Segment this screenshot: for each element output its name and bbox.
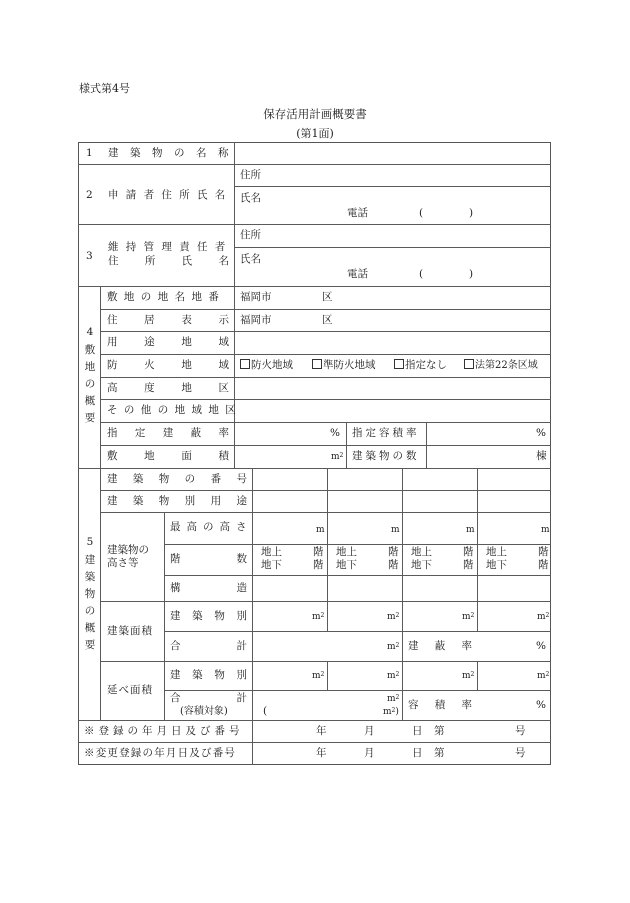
row-label-kenpei: 指 定 建 蔽 率 (107, 427, 229, 439)
building-number-field[interactable] (254, 469, 326, 489)
change-registration-field[interactable] (254, 743, 550, 764)
paren-open: ( (419, 268, 424, 280)
jukyo-city: 福岡市 (240, 314, 272, 326)
row-label-kenpei-ritsu: 建 蔽 率 (408, 640, 472, 652)
divider (327, 661, 328, 690)
nobe-total-unit: $m^2$ (387, 694, 400, 704)
vchar: の (84, 605, 96, 617)
floors-above-label: 地上 (261, 546, 282, 558)
structure-field[interactable] (404, 576, 476, 600)
row-label-kenchiku-total: 合 計 (170, 640, 247, 652)
row-label-jukyo: 住 居 表 示 (107, 314, 229, 326)
area-unit: $m^2$ (462, 671, 475, 681)
max-height-unit: m (541, 525, 550, 535)
form-number: 様式第4号 (79, 82, 130, 95)
area-unit: $m^2$ (537, 671, 550, 681)
applicant-name-field[interactable] (266, 187, 550, 207)
paren-open: ( (419, 207, 424, 219)
reg-year: 年 (316, 725, 327, 737)
yoseki-ritsu-field[interactable] (479, 691, 539, 719)
vchar: 概 (84, 622, 96, 634)
row-label-kodo: 高 度 地 区 (107, 382, 229, 394)
floor-unit: 階 (538, 546, 549, 558)
floors-below-label: 地下 (486, 559, 507, 571)
section2-label: 申請者住所氏名 (108, 189, 233, 201)
divider (426, 422, 427, 468)
divider (252, 720, 253, 765)
chiban-ward: 区 (322, 291, 333, 303)
nobe-total-sub: (容積対象) (180, 706, 228, 717)
row-label-building-count: 建築物の数 (352, 450, 420, 462)
building-use-field[interactable] (404, 491, 476, 511)
group-label-nobe: 延べ面積 (107, 684, 153, 696)
reg-dai: 第 (434, 725, 445, 737)
building-use-field[interactable] (254, 491, 326, 511)
chg-dai: 第 (434, 747, 445, 759)
manager-phone-label: 電話 (347, 268, 368, 280)
group-label-kenchiku: 建築面積 (107, 625, 153, 637)
section5-num: 5 (86, 536, 94, 548)
divider (477, 661, 478, 690)
vchar: 要 (84, 412, 96, 424)
floor-unit: 階 (388, 559, 399, 571)
reg-go: 号 (515, 725, 526, 737)
kenpei-ritsu-field[interactable] (479, 632, 539, 660)
row-label-sonota: その他の地域地区 (107, 404, 243, 416)
section3-num: 3 (86, 250, 93, 262)
section4-num: 4 (86, 326, 94, 338)
vchar: 物 (84, 588, 96, 600)
row-label-bango: 建 築 物 の 番 号 (107, 473, 247, 485)
row-label-kozo: 構 造 (170, 582, 247, 594)
boka-option-4[interactable] (464, 359, 538, 372)
chg-day: 日 (412, 747, 423, 759)
floors-field[interactable] (287, 545, 311, 573)
vchar: 概 (84, 395, 96, 407)
vchar: 地 (84, 361, 96, 373)
nobe-total-field[interactable] (254, 691, 400, 719)
vchar: 敷 (84, 344, 96, 356)
registration-field[interactable] (254, 721, 550, 741)
jukyo-ward: 区 (322, 314, 333, 326)
building-count-field[interactable] (428, 446, 528, 467)
checkbox[interactable] (464, 359, 474, 369)
floors-below-label: 地下 (336, 559, 357, 571)
kenpei-unit: % (330, 427, 340, 439)
chg-month: 月 (364, 747, 375, 759)
max-height-unit: m (316, 525, 325, 535)
building-number-field[interactable] (479, 469, 551, 489)
option-label: 法第22条区域 (475, 360, 538, 371)
manager-name-field[interactable] (266, 248, 550, 268)
kenchiku-total-field[interactable] (254, 632, 400, 660)
floors-above-label: 地上 (486, 546, 507, 558)
section3-label-line1: 維持管理責任者 (108, 241, 233, 253)
jukyo-field[interactable] (338, 310, 550, 330)
area-unit: $m^2$ (312, 612, 325, 622)
row-label-chiban: 敷地の地名地番 (107, 291, 226, 303)
yoseki-unit: % (536, 427, 546, 439)
boka-option-3[interactable] (394, 359, 447, 372)
kenchiku-total-unit: $m^2$ (387, 642, 400, 652)
applicant-name-label: 氏名 (240, 192, 261, 204)
building-use-field[interactable] (329, 491, 401, 511)
manager-address-label: 住所 (240, 229, 261, 241)
checkbox[interactable] (394, 359, 404, 369)
divider (477, 468, 478, 631)
yoseki-ritsu-unit: % (536, 699, 546, 711)
structure-field[interactable] (254, 576, 326, 600)
option-label: 指定なし (405, 359, 447, 371)
floors-field[interactable] (512, 545, 536, 573)
reg-month: 月 (364, 725, 375, 737)
section1-label (108, 147, 240, 160)
vchar: 建 (84, 554, 96, 566)
floor-unit: 階 (538, 559, 549, 571)
boka-option-1[interactable] (240, 359, 293, 372)
applicant-address-field[interactable] (266, 165, 550, 185)
max-height-unit: m (466, 525, 475, 535)
change-registration-label: ※変更登録の年月日及び番号 (84, 747, 237, 759)
boka-option-2[interactable] (312, 359, 376, 372)
menseki-unit: $m^2$ (331, 452, 344, 462)
floor-unit: 階 (463, 546, 474, 558)
section1-label-text: 建築物の名称 (108, 147, 240, 159)
reg-day: 日 (412, 725, 423, 737)
vchar: の (84, 378, 96, 390)
building-name-field[interactable] (236, 143, 550, 163)
vchar: 築 (84, 571, 96, 583)
applicant-address-label: 住所 (240, 169, 261, 181)
area-unit: $m^2$ (387, 671, 400, 681)
row-label-betsu-yoto: 建 築 物 別 用 途 (107, 495, 247, 507)
divider (346, 422, 347, 468)
page-subtitle: (第1面) (296, 127, 334, 140)
area-unit: $m^2$ (387, 612, 400, 622)
section1-num: 1 (86, 147, 93, 159)
floor-unit: 階 (313, 546, 324, 558)
max-height-unit: m (391, 525, 400, 535)
divider (327, 468, 328, 631)
paren-close: ) (469, 268, 474, 280)
manager-phone-area-field[interactable] (375, 267, 415, 283)
divider (100, 354, 551, 355)
applicant-phone-label: 電話 (347, 207, 368, 219)
sonota-field[interactable] (236, 400, 550, 421)
chg-year: 年 (316, 747, 327, 759)
floors-field[interactable] (362, 545, 386, 573)
registration-label: ※登録の年月日及び番号 (84, 725, 244, 737)
floor-unit: 階 (313, 559, 324, 571)
area-unit: $m^2$ (537, 612, 550, 622)
manager-name-label: 氏名 (240, 253, 261, 265)
floors-below-label: 地下 (411, 559, 432, 571)
chiban-field[interactable] (338, 287, 550, 307)
row-label-menseki: 敷 地 面 積 (107, 450, 229, 462)
divider (234, 142, 235, 286)
row-label-nobe-betsu: 建 築 物 別 (170, 669, 247, 681)
floor-unit: 階 (463, 559, 474, 571)
row-label-boka: 防 火 地 域 (107, 359, 229, 371)
menseki-field[interactable] (236, 446, 336, 467)
row-label-yoseki: 指定容積率 (352, 427, 420, 439)
checkbox[interactable] (312, 359, 322, 369)
section4-vertical-label (83, 342, 97, 427)
floors-below-label: 地下 (261, 559, 282, 571)
page-title: 保存活用計画概要書 (263, 107, 367, 121)
kenpei-ritsu-unit: % (536, 640, 546, 652)
yoto-chiiki-field[interactable] (236, 332, 550, 353)
chg-go: 号 (515, 747, 526, 759)
vchar: 要 (84, 639, 96, 651)
area-unit: $m^2$ (312, 671, 325, 681)
paren-close: ) (469, 207, 474, 219)
nobe-paren-open: ( (263, 705, 268, 717)
row-label-kenchiku-betsu: 建 築 物 別 (170, 610, 247, 622)
floors-above-label: 地上 (411, 546, 432, 558)
divider (164, 544, 551, 545)
yoseki-field[interactable] (428, 423, 528, 444)
section3-label-line2: 住 所 氏 名 (108, 255, 229, 267)
manager-address-field[interactable] (266, 225, 550, 245)
row-label-yoto: 用 途 地 域 (107, 336, 229, 348)
kenpei-field[interactable] (236, 423, 336, 444)
structure-field[interactable] (329, 576, 401, 600)
structure-field[interactable] (479, 576, 551, 600)
group-label-takasa: 建築物の 高さ等 (107, 544, 149, 569)
divider (402, 468, 403, 720)
section5-vertical-label (83, 552, 97, 654)
divider (100, 286, 101, 720)
building-number-field[interactable] (329, 469, 401, 489)
section2-num: 2 (86, 189, 93, 201)
kodo-field[interactable] (236, 378, 550, 398)
option-label: 防火地域 (251, 359, 293, 371)
checkbox[interactable] (240, 359, 250, 369)
floor-unit: 階 (388, 546, 399, 558)
row-label-nobe-total: 合 計 (170, 692, 247, 704)
building-count-unit: 棟 (536, 450, 547, 462)
option-label: 準防火地域 (323, 359, 376, 371)
chiban-city: 福岡市 (240, 291, 272, 303)
row-label-saiko: 最高の高さ (170, 521, 253, 533)
floors-above-label: 地上 (336, 546, 357, 558)
building-use-field[interactable] (479, 491, 551, 511)
floors-field[interactable] (437, 545, 461, 573)
row-label-kaisu: 階 数 (170, 553, 247, 565)
applicant-phone-area-field[interactable] (375, 206, 415, 222)
row-label-yoseki-ritsu: 容 積 率 (408, 699, 472, 711)
area-unit: $m^2$ (462, 612, 475, 622)
building-number-field[interactable] (404, 469, 476, 489)
nobe-paren-unit: $m^2$) (383, 707, 399, 717)
divider (252, 468, 253, 720)
